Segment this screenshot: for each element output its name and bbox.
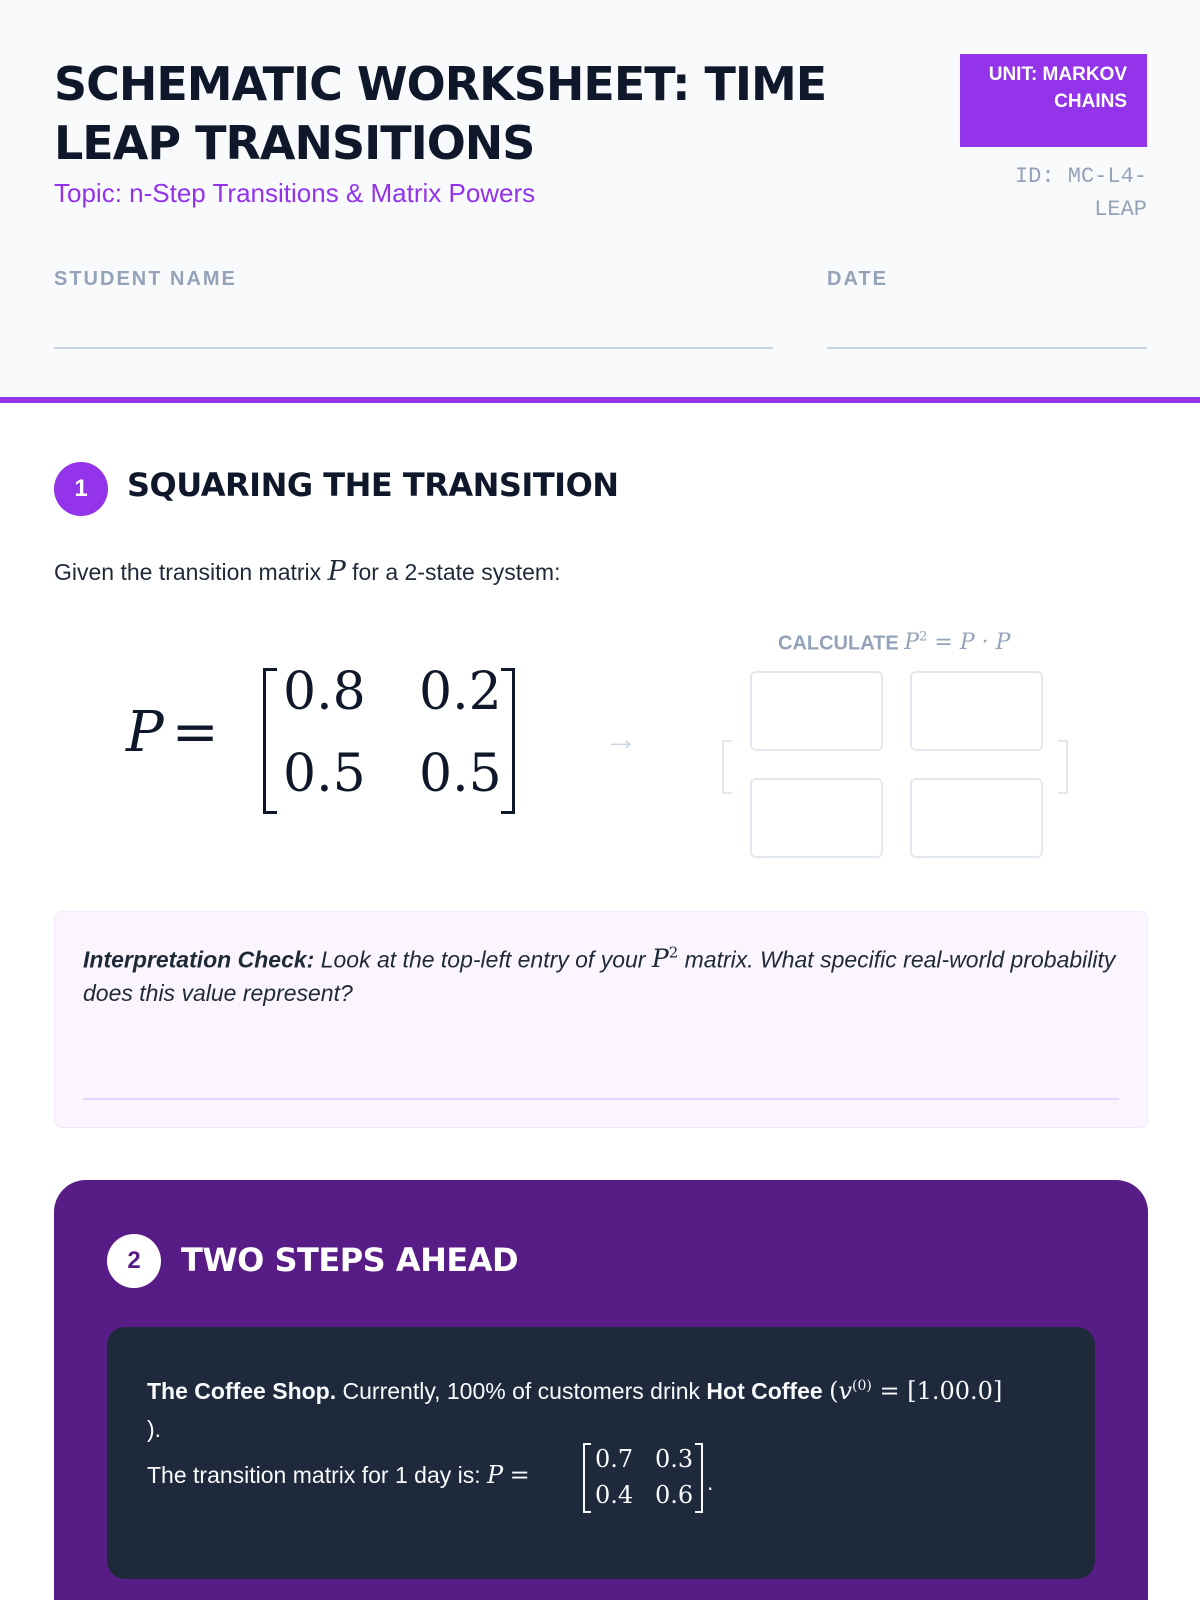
date-field[interactable] xyxy=(827,347,1147,349)
answer-box-r2c1[interactable] xyxy=(750,778,883,858)
coffee-matrix-equals: = xyxy=(509,1461,530,1489)
problem-text: Currently, 100% of customers drink xyxy=(342,1378,701,1404)
matrix-right-bracket xyxy=(695,1443,703,1513)
interp-symbol-base: P xyxy=(651,944,669,974)
interpretation-symbol xyxy=(652,944,678,973)
matrix-cell: 0.5 xyxy=(283,744,366,804)
interpretation-check-box xyxy=(54,911,1148,1128)
interpretation-answer-line[interactable] xyxy=(83,1098,1119,1100)
formula-exponent: 2 xyxy=(919,630,928,645)
matrix-p-symbol: P xyxy=(126,700,164,765)
worksheet-subtitle: Topic: n-Step Transitions & Matrix Powers xyxy=(54,178,536,208)
matrix-cell: 0.5 xyxy=(419,744,502,804)
matrix-cell: 0.6 xyxy=(655,1481,694,1509)
answer-right-bracket xyxy=(1058,740,1068,794)
transition-matrix-p xyxy=(263,662,515,814)
sentence-period: . xyxy=(707,1469,714,1495)
coffee-matrix-symbol: P xyxy=(487,1461,504,1489)
formula-lhs: P xyxy=(904,630,920,656)
matrix-cell: 0.2 xyxy=(419,662,502,722)
worksheet-header xyxy=(0,0,1200,403)
section-1-number: 1 xyxy=(54,462,108,516)
student-name-field[interactable] xyxy=(54,347,773,349)
initial-vector: ($v^{(0)} = [1.00.0]$ xyxy=(829,1377,1003,1405)
given-symbol: P xyxy=(327,556,346,587)
matrix-cell: 0.3 xyxy=(655,1445,694,1473)
interpretation-text-2: matrix. What specific real-world probability does this value represent? xyxy=(83,946,1116,1007)
interpretation-question xyxy=(83,936,1119,1010)
section-2-panel xyxy=(54,1180,1148,1600)
matrix-left-bracket xyxy=(583,1443,591,1513)
vector-symbol: v xyxy=(838,1377,853,1405)
calculate-word: CALCULATE xyxy=(778,632,899,655)
answer-box-r1c1[interactable] xyxy=(750,671,883,751)
matrix-right-bracket xyxy=(501,668,515,814)
answer-box-r1c2[interactable] xyxy=(910,671,1043,751)
interpretation-label: Interpretation Check: xyxy=(83,946,315,973)
problem-name: The Coffee Shop. xyxy=(147,1378,337,1404)
matrix-cell: 0.7 xyxy=(595,1445,634,1473)
worksheet-title: SCHEMATIC WORKSHEET: TIME LEAP TRANSITIONS xyxy=(54,57,827,170)
interp-symbol-exp: 2 xyxy=(668,944,679,962)
interpretation-text-1: Look at the top-left entry of your xyxy=(320,946,646,973)
matrix-p-label xyxy=(126,700,219,765)
given-suffix: for a 2-state system: xyxy=(352,559,561,585)
section-1-title: SQUARING THE TRANSITION xyxy=(127,466,619,504)
date-label: DATE xyxy=(827,268,888,290)
matrix-cell: 0.8 xyxy=(283,662,366,722)
unit-badge: UNIT: MARKOV CHAINS xyxy=(960,54,1147,147)
calculate-label xyxy=(778,630,1010,655)
matrix-intro: The transition matrix for 1 day is: xyxy=(147,1462,481,1488)
given-prefix: Given the transition matrix xyxy=(54,559,322,585)
problem-statement xyxy=(147,1367,1057,1448)
vector-exponent: (0) xyxy=(852,1378,872,1394)
formula-rhs: = P · P xyxy=(934,630,1011,656)
student-name-label: STUDENT NAME xyxy=(54,268,237,290)
section-2-number: 2 xyxy=(107,1234,161,1288)
matrix-cell: 0.4 xyxy=(595,1481,634,1509)
section-2-title: TWO STEPS AHEAD xyxy=(181,1241,519,1279)
calculate-formula xyxy=(904,630,1010,655)
matrix-left-bracket xyxy=(263,668,277,814)
matrix-intro-line xyxy=(147,1457,530,1493)
coffee-shop-problem-card xyxy=(107,1327,1095,1579)
vector-value: = [1.00.0] xyxy=(879,1377,1003,1405)
given-statement xyxy=(54,556,560,587)
coffee-transition-matrix xyxy=(583,1443,703,1513)
document-id: ID: MC-L4-LEAP xyxy=(1014,164,1147,222)
close-paren: ). xyxy=(147,1416,162,1442)
answer-left-bracket xyxy=(722,740,732,794)
arrow-icon: → xyxy=(604,720,638,758)
problem-bold-term: Hot Coffee xyxy=(706,1378,823,1404)
answer-box-r2c2[interactable] xyxy=(910,778,1043,858)
matrix-p-equals: = xyxy=(171,700,219,765)
